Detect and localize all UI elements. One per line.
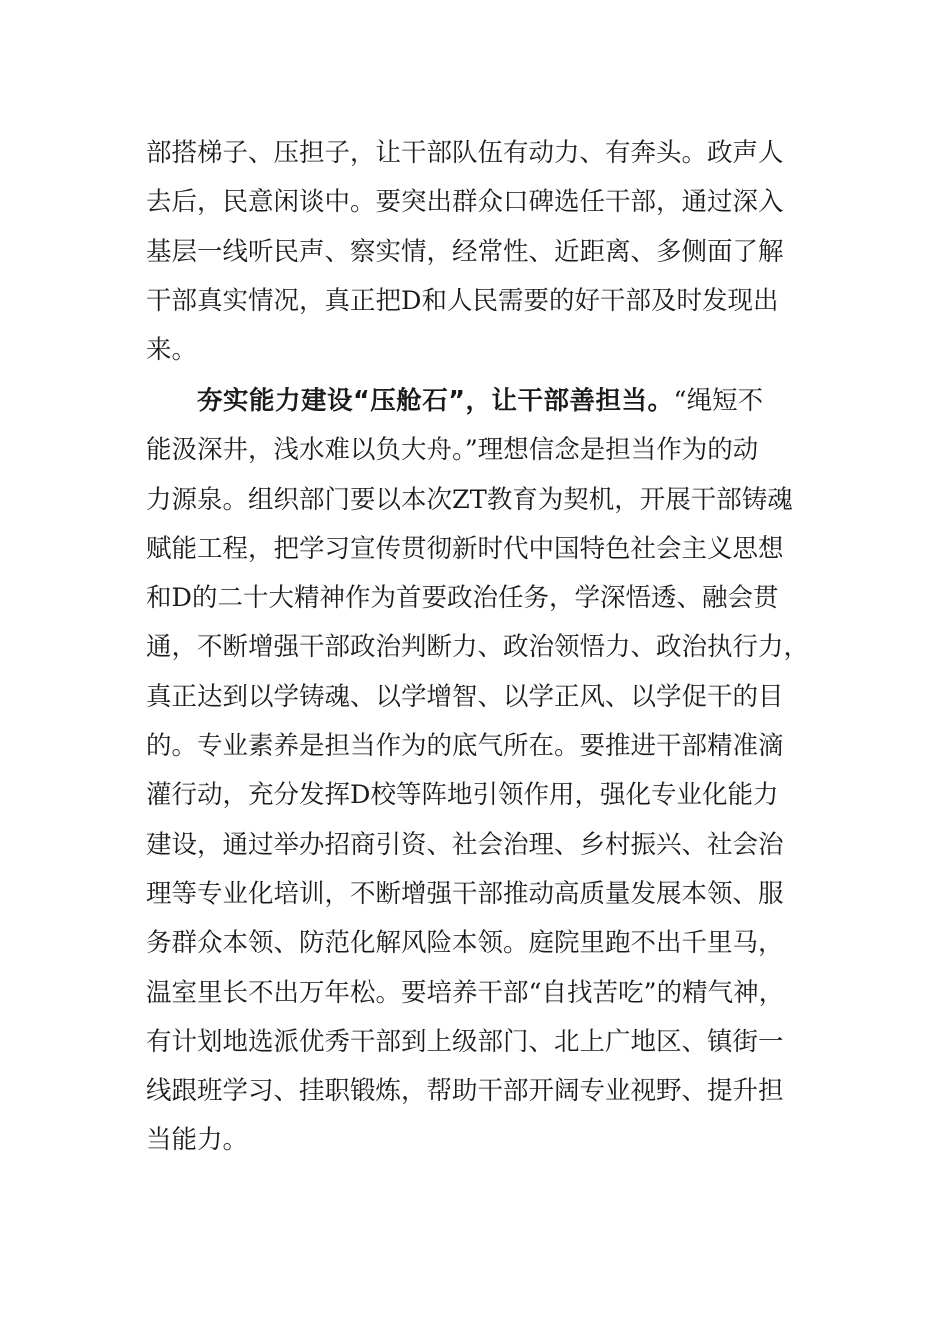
text-line: 建设，通过举办招商引资、社会治理、乡村振兴、社会治 xyxy=(146,829,784,860)
text-line: 当能力。 xyxy=(146,1125,249,1156)
text-line: 去后，民意闲谈中。要突出群众口碑选任干部，通过深入 xyxy=(146,187,784,218)
text-line: 的。专业素养是担当作为的底气所在。要推进干部精准滴 xyxy=(146,731,784,762)
text-line: 来。 xyxy=(146,335,198,366)
paragraph-1 xyxy=(146,129,806,375)
text-line: 能汲深井，浅水难以负大舟。”理想信念是担当作为的动 xyxy=(146,435,759,466)
text-line: 通，不断增强干部政治判断力、政治领悟力、政治执行力， xyxy=(146,632,810,663)
text-line: 赋能工程，把学习宣传贯彻新时代中国特色社会主义思想 xyxy=(146,533,784,564)
text-line: 真正达到以学铸魂、以学增智、以学正风、以学促干的目 xyxy=(146,681,784,712)
text-fragment: “绳短不 xyxy=(673,386,764,416)
text-line: 有计划地选派优秀干部到上级部门、北上广地区、镇街一 xyxy=(146,1026,784,1057)
paragraph-2 xyxy=(146,377,810,1166)
text-line: 部搭梯子、压担子，让干部队伍有动力、有奔头。政声人 xyxy=(146,138,784,168)
paragraph-first-line xyxy=(146,377,806,426)
paragraph-lead-heading: 夯实能力建设“压舱石”，让干部善担当。 xyxy=(197,386,674,416)
text-line: 灌行动，充分发挥D校等阵地引领作用，强化专业化能力 xyxy=(146,780,779,811)
text-line: 力源泉。组织部门要以本次ZT教育为契机，开展干部铸魂 xyxy=(146,484,793,515)
text-line: 基层一线听民声、察实情，经常性、近距离、多侧面了解 xyxy=(146,236,784,267)
text-line: 温室里长不出万年松。要培养干部“自找苦吃”的精气神， xyxy=(146,977,785,1008)
text-line: 线跟班学习、挂职锻炼，帮助干部开阔专业视野、提升担 xyxy=(146,1076,784,1107)
text-line: 务群众本领、防范化解风险本领。庭院里跑不出千里马， xyxy=(146,928,784,959)
text-line: 理等专业化培训，不断增强干部推动高质量发展本领、服 xyxy=(146,878,784,909)
text-line: 干部真实情况，真正把D和人民需要的好干部及时发现出 xyxy=(146,285,779,316)
text-line: 和D的二十大精神作为首要政治任务，学深悟透、融会贯 xyxy=(146,583,779,614)
